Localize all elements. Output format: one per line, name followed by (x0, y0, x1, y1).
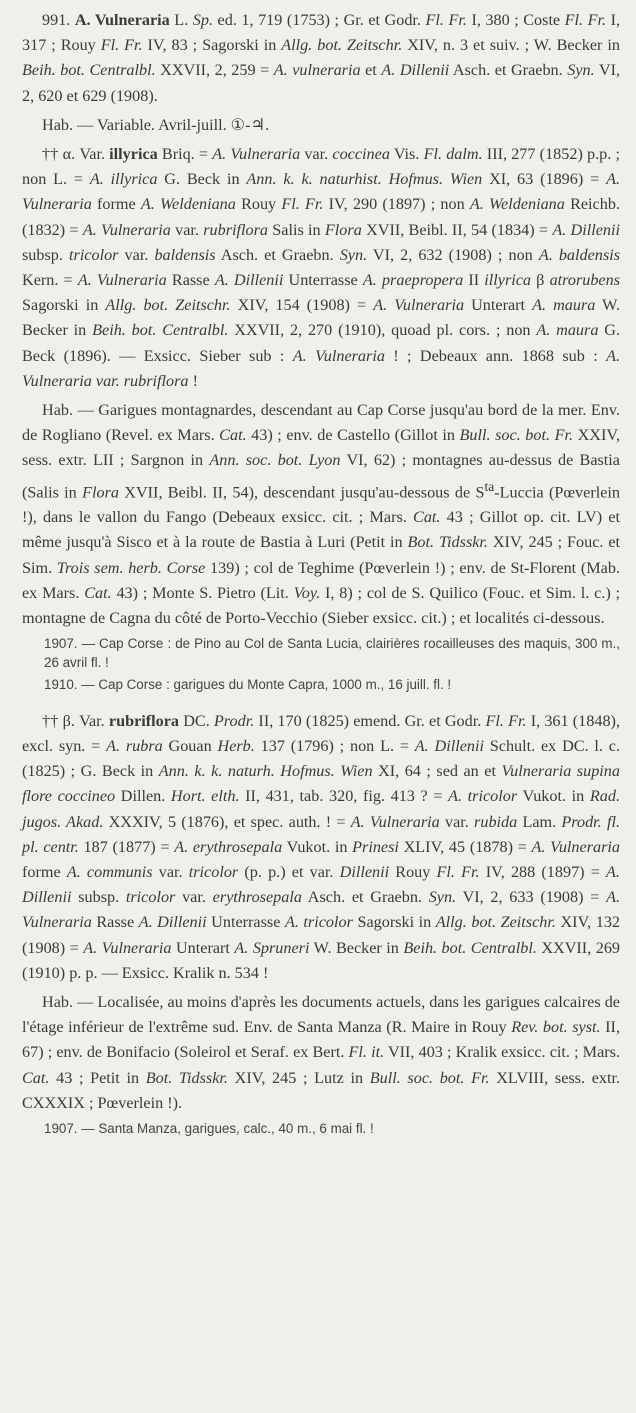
variety-alpha-habitat-paragraph: Hab. — Garigues montagnardes, descendant au Cap Corse jusqu'au bord de la mer. Env. de Rogliano (Revel. ex Mars. Cat. 43) ; env. de Castello (Gillot in Bull. soc. bot. Fr. XXIV, sess. extr. LII ; Sargnon in Ann. soc. bot. Lyon VI, 62) ; montagnes au-dessus de Bastia (Salis in Flora XVII, Beibl. II, 54), descendant jusqu'au-dessous de $S^{ta}$-Luccia (Pœverlein !), dans le vallon du Fango (Debeaux exsicc. cit. ; Mars. Cat. 43 ; Gillot op. cit. LV) et même jusqu'à Sisco et à la route de Bastia à Luri (Petit in Bot. Tidsskr. XIV, 245 ; Fouc. et Sim. Trois sem. herb. Corse 139) ; col de Teghime (Pœverlein !) ; env. de St-Florent (Mab. ex Mars. Cat. 43) ; Monte S. Pietro (Lit. Voy. I, 8) ; col de S. Quilico (Fouc. et Sim. l. c.) ; montagne de Cagna du côté de Porto-Vecchio (Sieber exsicc. cit.) ; et localités ci-dessous. (22, 401, 621, 628)
variety-beta-paragraph: †† β. Var. rubriflora DC. Prodr. II, 170 (1825) emend. Gr. et Godr. Fl. Fr. I, 361 (1848), excl. syn. = A. rubra Gouan Herb. 137 (1796) ; non L. = A. Dillenii Schult. ex DC. l. c. (1825) ; G. Beck in Ann. k. k. naturh. Hofmus. Wien XI, 64 ; sed an et Vulneraria supina flore coccineo Dillen. Hort. elth. II, 431, tab. 320, fig. 413 ? = A. tricolor Vukot. in Rad. jugos. Akad. XXXIV, 5 (1876), et spec. auth. ! = A. Vulneraria var. rubida Lam. Prodr. fl. pl. centr. 187 (1877) = A. erythrosepala Vukot. in Prinesi XLIV, 45 (1878) = A. Vulneraria forme A. communis var. tricolor (p. p.) et var. Dillenii Rouy Fl. Fr. IV, 288 (1897) = A. Dillenii subsp. tricolor var. erythrosepala Asch. et Graebn. Syn. VI, 2, 633 (1908) = A. Vulneraria Rasse A. Dillenii Unterrasse A. tricolor Sagorski in Allg. bot. Zeitschr. XIV, 132 (1908) = A. Vulneraria Unterart A. Spruneri W. Becker in Beih. bot. Centralbl. XXVII, 269 (1910) p. p. — Exsicc. Kralik n. 534 ! (22, 711, 621, 982)
variety-alpha-paragraph: †† α. Var. illyrica Briq. = A. Vulneraria var. coccinea Vis. Fl. dalm. III, 277 (1852) p.p. ; non L. = A. illyrica G. Beck in Ann. k. k. naturhist. Hofmus. Wien XI, 63 (1896) = A. Vulneraria forme A. Weldeniana Rouy Fl. Fr. IV, 290 (1897) ; non A. Weldeniana Reichb. (1832) = A. Vulneraria var. rubriflora Salis in Flora XVII, Beibl. II, 54 (1834) = A. Dillenii subsp. tricolor var. baldensis Asch. et Graebn. Syn. VI, 2, 632 (1908) ; non A. baldensis Kern. = A. Vulneraria Rasse A. Dillenii Unterrasse A. praepropera II illyrica β atrorubens Sagorski in Allg. bot. Zeitschr. XIV, 154 (1908) = A. Vulneraria Unterart A. maura W. Becker in Beih. bot. Centralbl. XXVII, 2, 270 (1910), quoad pl. cors. ; non A. maura G. Beck (1896). — Exsicc. Sieber sub : A. Vulneraria ! ; Debeaux ann. 1868 sub : A. Vulneraria var. rubriflora ! (22, 145, 621, 390)
collection-note-1907-a: 1907. — Cap Corse : de Pino au Col de Santa Lucia, clairières rocailleuses des maquis, 300 m., 26 avril fl. ! (44, 636, 620, 670)
entry-title-paragraph: 991. A. Vulneraria L. Sp. ed. 1, 719 (1753) ; Gr. et Godr. Fl. Fr. I, 380 ; Coste Fl. Fr. I, 317 ; Rouy Fl. Fr. IV, 83 ; Sagorski in Allg. bot. Zeitschr. XIV, n. 3 et suiv. ; W. Becker in Beih. bot. Centralbl. XXVII, 2, 259 = A. vulneraria et A. Dillenii Asch. et Graebn. Syn. VI, 2, 620 et 629 (1908). (22, 11, 621, 105)
variety-beta-habitat-paragraph: Hab. — Localisée, au moins d'après les documents actuels, dans les garigues calcaires de l'étage inférieur de l'extrême sud. Env. de Santa Manza (R. Maire in Rouy Rev. bot. syst. II, 67) ; env. de Bonifacio (Soleirol et Seraf. ex Bert. Fl. it. VII, 403 ; Kralik exsicc. cit. ; Mars. Cat. 43 ; Petit in Bot. Tidsskr. XIV, 245 ; Lutz in Bull. soc. bot. Fr. XLVIII, sess. extr. CXXXIX ; Pœverlein !). (22, 993, 621, 1112)
collection-note-1907-b: 1907. — Santa Manza, garigues, calc., 40 m., 6 mai fl. ! (44, 1121, 374, 1137)
collection-note-1910: 1910. — Cap Corse : garigues du Monte Capra, 1000 m., 16 juill. fl. ! (44, 677, 452, 693)
habitat-paragraph: Hab. — Variable. Avril-juill. ①-♃. (42, 115, 270, 134)
